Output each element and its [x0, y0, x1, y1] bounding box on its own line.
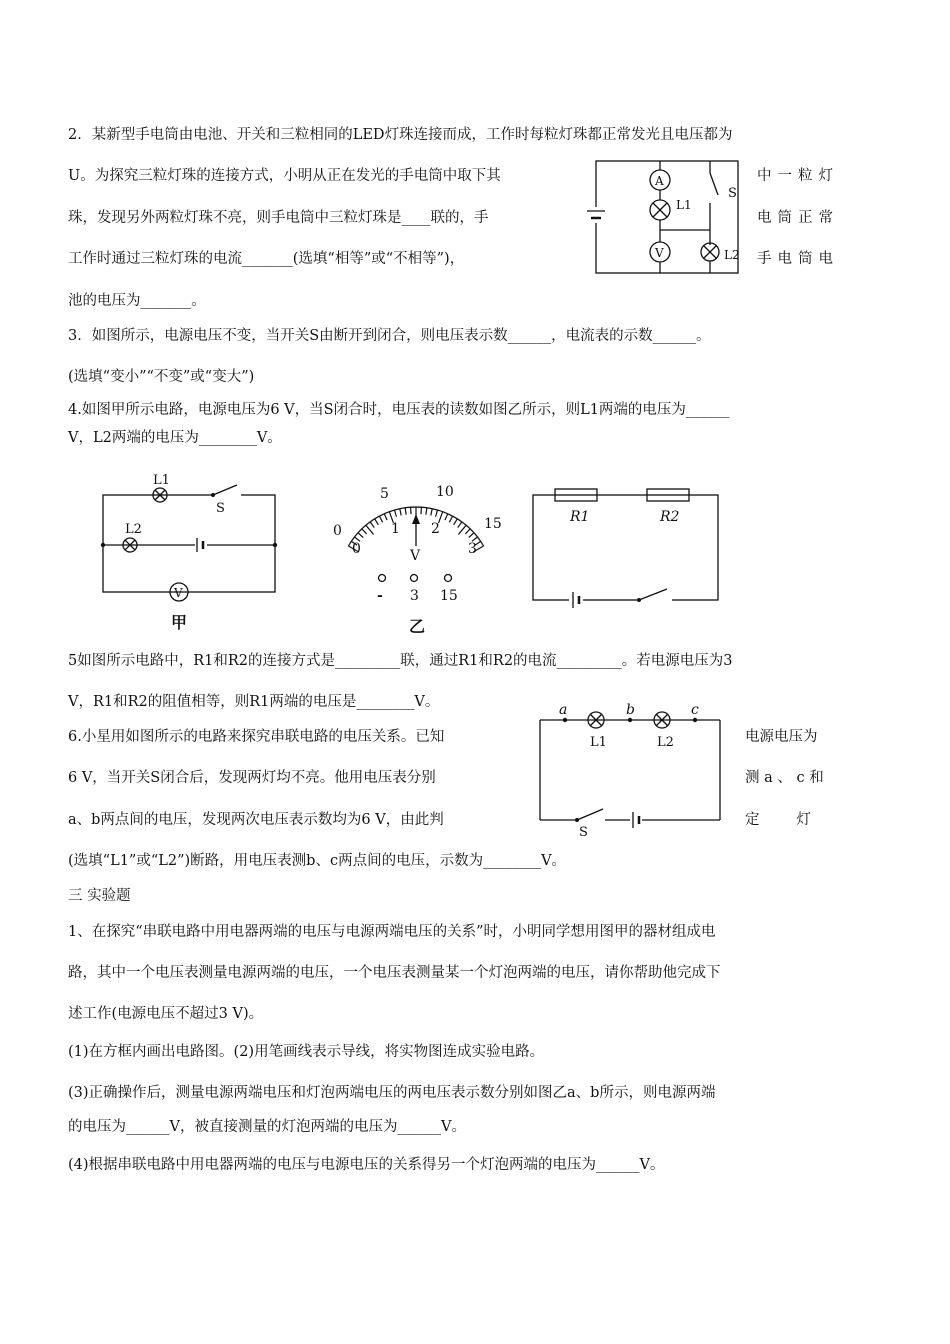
yi-terminal-3: 3: [410, 588, 419, 604]
dial-tick-mark: [454, 519, 458, 525]
r1-label: R1: [570, 509, 590, 525]
q6-line1-right: 电源电压为: [745, 729, 818, 745]
jia-voltmeter-label: V: [174, 586, 183, 600]
q2-l2-label: L2: [724, 248, 740, 262]
q2-line3-left: 珠，发现另外两粒灯珠不亮，则手电筒中三粒灯珠是____联的，手: [68, 210, 489, 226]
q3-line2: (选填“变小”“不变”或“变大”): [68, 369, 255, 385]
q2-ammeter-label: A: [655, 174, 664, 188]
dial-tick-mark: [395, 510, 397, 517]
yi-outer-tick-5: 5: [380, 486, 389, 502]
jia-caption: 甲: [171, 613, 188, 632]
q4-line2: V，L2两端的电压为________V。: [68, 430, 282, 446]
q2-line4-right: 手电筒电: [757, 251, 839, 267]
s3-q1-line1: 1、在探究“串联电路中用电器两端的电压与电源两端电压的关系”时，小明同学想用图甲的器材组成电: [68, 924, 716, 940]
q6-point-c: c: [691, 702, 699, 718]
q6-figure: [535, 700, 730, 840]
q2-line3-right: 电筒正常: [757, 210, 839, 226]
q2-line1: 2．某新型手电筒由电池、开关和三粒相同的LED灯珠连接而成，工作时每粒灯珠都正常发光且电压都为: [68, 127, 733, 143]
s3-q1-line3: 述工作(电源电压不超过3 V)。: [68, 1006, 264, 1022]
q2-voltmeter-label: V: [655, 246, 664, 260]
q6-line2-left: 6 V，当开关S闭合后，发现两灯均不亮。他用电压表分别: [68, 770, 436, 786]
q2-circuit-figure: [590, 155, 750, 280]
r2-label: R2: [660, 509, 680, 525]
dial-tick-mark: [358, 533, 363, 538]
section3-title: 三 实验题: [68, 888, 131, 904]
dial-tick-mark: [366, 525, 374, 534]
dial-tick-mark: [400, 509, 401, 516]
q5-line1: 5如图所示电路中，R1和R2的连接方式是_________联，通过R1和R2的电流_________。若电源电压为3: [68, 653, 733, 669]
dial-tick-mark: [375, 519, 379, 525]
dial-tick-mark: [431, 509, 432, 516]
q6-point-b: b: [626, 702, 635, 718]
yi-inner-tick-1: 1: [391, 521, 400, 537]
q2-switch-label: S: [728, 186, 737, 201]
dial-tick-mark: [469, 533, 474, 538]
q2-line2-right: 中一粒灯: [757, 168, 839, 184]
dial-tick-mark: [384, 514, 387, 520]
dial-tick-mark: [445, 514, 448, 520]
s3-q1-line4: (1)在方框内画出电路图。(2)用笔画线表示导线，将实物图连成实验电路。: [68, 1044, 545, 1060]
yi-outer-tick-15: 15: [484, 516, 502, 532]
dial-tick-mark: [362, 529, 367, 534]
q4-figure-jia: [95, 470, 285, 630]
yi-unit-label: V: [410, 548, 421, 564]
yi-terminal-15: 15: [440, 588, 458, 604]
jia-l1-label: L1: [153, 473, 170, 488]
q6-point-a: a: [559, 702, 568, 718]
q6-line3-left: a、b两点间的电压，发现两次电压表示数均为6 V，由此判: [68, 812, 444, 828]
q5-figure: [525, 485, 725, 610]
dial-tick-mark: [405, 508, 406, 515]
yi-inner-tick-0: 0: [352, 541, 361, 557]
jia-switch-label: S: [216, 501, 225, 516]
yi-inner-tick-2: 2: [431, 521, 440, 537]
q4-figure-yi: [330, 480, 510, 635]
q4-line1: 4.如图甲所示电路，电源电压为6 V，当S闭合时，电压表的读数如图乙所示，则L1两端的电压为______: [68, 402, 730, 418]
s3-q1-line6: 的电压为______V，被直接测量的灯泡两端的电压为______V。: [68, 1119, 466, 1135]
yi-caption: 乙: [409, 617, 426, 636]
q2-line5: 池的电压为_______。: [68, 293, 206, 309]
s3-q1-line5: (3)正确操作后，测量电源两端电压和灯泡两端电压的两电压表示数分别如图乙a、b所示，则电源两端: [68, 1085, 716, 1101]
q6-l2-label: L2: [657, 735, 674, 750]
yi-terminal-neg: -: [377, 588, 383, 604]
s3-q1-line7: (4)根据串联电路中用电器两端的电压与电源电压的关系得另一个灯泡两端的电压为______V。: [68, 1157, 665, 1173]
q6-line4: (选填“L1”或“L2”)断路，用电压表测b、c两点间的电压，示数为________V。: [68, 853, 567, 869]
yi-inner-tick-3: 3: [468, 541, 477, 557]
q6-switch-label: S: [579, 825, 588, 840]
q2-l1-label: L1: [676, 198, 692, 212]
dial-tick-mark: [370, 522, 374, 528]
q5-line2: V，R1和R2的阻值相等，则R1两端的电压是________V。: [68, 694, 440, 710]
dial-tick-mark: [465, 529, 470, 534]
q2-line4-left: 工作时通过三粒灯珠的电流_______(选填“相等”或“不相等”)，: [68, 251, 465, 267]
dial-tick-mark: [426, 508, 427, 515]
q6-l1-label: L1: [590, 735, 607, 750]
yi-outer-tick-0: 0: [333, 523, 342, 539]
q3-line1: 3．如图所示，电源电压不变，当开关S由断开到闭合，则电压表示数______，电流表的示数______。: [68, 328, 711, 344]
s3-q1-line2: 路，其中一个电压表测量电源两端的电压，一个电压表测量某一个灯泡两端的电压，请你帮助他完成下: [68, 965, 721, 981]
q6-line1-left: 6.小星用如图所示的电路来探究串联电路的电压关系。已知: [68, 729, 445, 745]
q6-line2-right: 测 a 、 c 和: [745, 770, 824, 786]
jia-l2-label: L2: [125, 522, 142, 537]
q6-line3-right: 定 灯: [745, 812, 811, 828]
dial-tick-mark: [436, 510, 438, 517]
q2-line2-left: U。为探究三粒灯珠的连接方式，小明从正在发光的手电筒中取下其: [68, 168, 501, 184]
dial-tick-mark: [458, 522, 462, 528]
dial-tick-mark: [449, 516, 452, 522]
dial-tick-mark: [458, 525, 466, 534]
dial-tick-mark: [379, 516, 382, 522]
yi-outer-tick-10: 10: [436, 484, 454, 500]
